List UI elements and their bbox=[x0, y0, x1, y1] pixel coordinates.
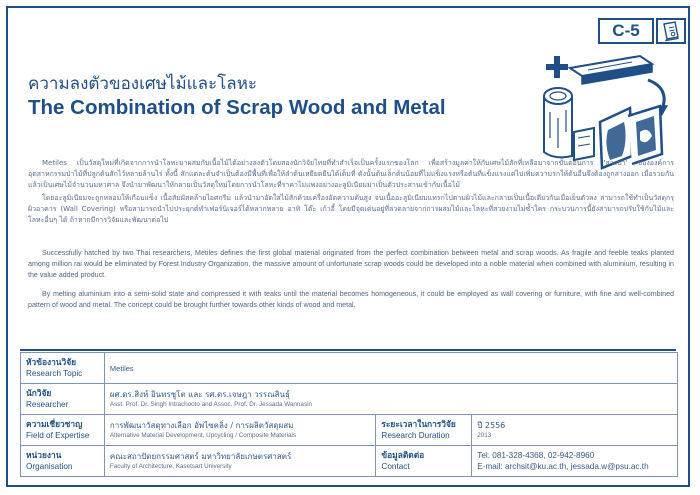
item-code: C-5 bbox=[598, 18, 654, 44]
duration-value: ปี 2556 2013 bbox=[472, 415, 678, 446]
organisation-value: คณะสถาปัตยกรรมศาสตร์ มหาวิทยาลัยเกษตรศาสตร์ Faculty of Architecture, Kasetsart University bbox=[104, 446, 376, 477]
table-row bbox=[21, 446, 678, 477]
description-english-paragraph-2: By melting aluminium into a semi-solid state and compressed it with teaks until the material becomes homogeneous, it could be employed as wall covering or furniture, with fine and well-combined pattern of wood and metal. The concept could be brought further towards other kinds of wood and metal. bbox=[28, 290, 674, 310]
organisation-label: หน่วยงาน Organisation bbox=[21, 446, 105, 477]
page-title-thai: ความลงตัวของเศษไม้และโลหะ bbox=[28, 74, 258, 94]
duration-label: ระยะเวลาในการวิจัย Research Duration bbox=[376, 415, 472, 446]
researcher-label: นักวิจัย Researcher bbox=[21, 384, 105, 415]
description-english-paragraph-1: Successfully hatched by two Thai researchers, Metiles defines the first global material originated from the perfect combination between metal and scrap woods. As fragile and feeble teaks planted among million rai would be eliminated by Forest Industry Organization, the massive amount of unfortunate scrap woods could be developed into a noble material when combined with aluminium, resulting in the value added product. bbox=[28, 249, 674, 280]
section-divider bbox=[20, 349, 676, 351]
description-thai-paragraph-1: Metiles เป็นวัสดุใหม่ที่เกิดจากการนำโลหะมาผสมกับเนื้อไม้ได้อย่างลงตัวโดยสองนักวิจัยไทยที่ทำสำเร็จเป็นครั้งแรกของโลก เพื่อสร้างมูลค่าให้กับเศษไม้สักที่เหลือมาจากขั้นตอนการ 'สางป่า' ขององค์การอุตสาหกรรมป่าไม้ที่ปลูกต้นสักไว้หลายล้านไร่ ทั้งนี้ สักแต่ละต้นจำเป็นต้องมีพื้นที่เพื่อให้ลำต้นเหยียดยืนได้เต็มที่ ดังนั้นต้นเล็กต้นน้อยที่ไม่แข็งแรงหรือต้นที่แข็งแรงแต่ไปเพิ่มความรกให้ต้นอื่นจึงต้องถูกสางออก เมื่อรวมกันแล้วเป็นเศษไม้จำนวนมหาศาล จึงนำมาพัฒนาให้กลายเป็นวัสดุใหม่โดยการนำโลหะที่ราคาไม่แพงอย่างอะลูมิเนียมมาเป็นตัวประสานเข้ากับเนื้อไม้ bbox=[28, 159, 674, 190]
contact-email: E-mail: archsit@ku.ac.th, jessada.w@psu.ac.th bbox=[477, 462, 649, 471]
contact-phone: Tel. 081-328-4368, 02-942-8960 bbox=[477, 451, 595, 460]
table-row bbox=[21, 353, 678, 384]
wood-plus-metal-illustration bbox=[528, 52, 678, 172]
description-thai-paragraph-2: โดยอะลูมิเนียมจะถูกหลอมให้เกือบแข็ง เนื้อสัมผัสคล้ายไอศกรีม แล้วนำมาอัดใส่ไม้สักด้วยเครื่องอัดความดันสูง จนเนื้ออะลูมิเนียมแทรกไปตามผิวไม้และกลายเป็นเนื้อเดียวกันเมื่อเย็นตัวลง สามารถใช้ทำเป็นวัสดุกรุผิวอาคาร (Wall Covering) หรือสามารถนำไปประยุกต์ทำเฟอร์นิเจอร์ได้หลากหลาย อาทิ โต๊ะ เก้าอี้ โดยมีจุดเด่นอยู่ที่ลวดลายจากการผสมไม้และโลหะที่สวยงามไม่ซ้ำใคร กระบวนการนี้ยังสามารถปรับใช้กับไม้และโลหะอื่นๆ ได้ ถ้าหากมีการวิจัยและพัฒนาต่อไป bbox=[28, 194, 674, 225]
contact-label: ข้อมูลติดต่อ Contact bbox=[376, 446, 472, 477]
researcher-value: ผศ.ดร.สิงห์ อินทรชูโต และ รศ.ดร.เจษฎา วรรณสินธุ์ Asst. Prof. Dr. Singh Intrachooto and Assoc. Prof. Dr. Jessada Wannasin bbox=[104, 384, 677, 415]
catalog-book-icon bbox=[656, 18, 686, 44]
contact-value bbox=[472, 446, 678, 477]
page-title-english: The Combination of Scrap Wood and Metal bbox=[28, 96, 446, 119]
research-info-table bbox=[20, 352, 678, 477]
expertise-label: ความเชี่ยวชาญ Field of Expertise bbox=[21, 415, 105, 446]
topic-label: หัวข้องานวิจัย Research Topic bbox=[21, 353, 105, 384]
topic-value: Metiles bbox=[104, 353, 677, 384]
expertise-value: การพัฒนาวัสดุทางเลือก อัพไซคลิ่ง / การผลิตวัสดุผสม Alternative Material Development, Upcycling / Composite Materials bbox=[104, 415, 376, 446]
table-row bbox=[21, 384, 678, 415]
table-row bbox=[21, 415, 678, 446]
catalog-page bbox=[6, 6, 690, 487]
